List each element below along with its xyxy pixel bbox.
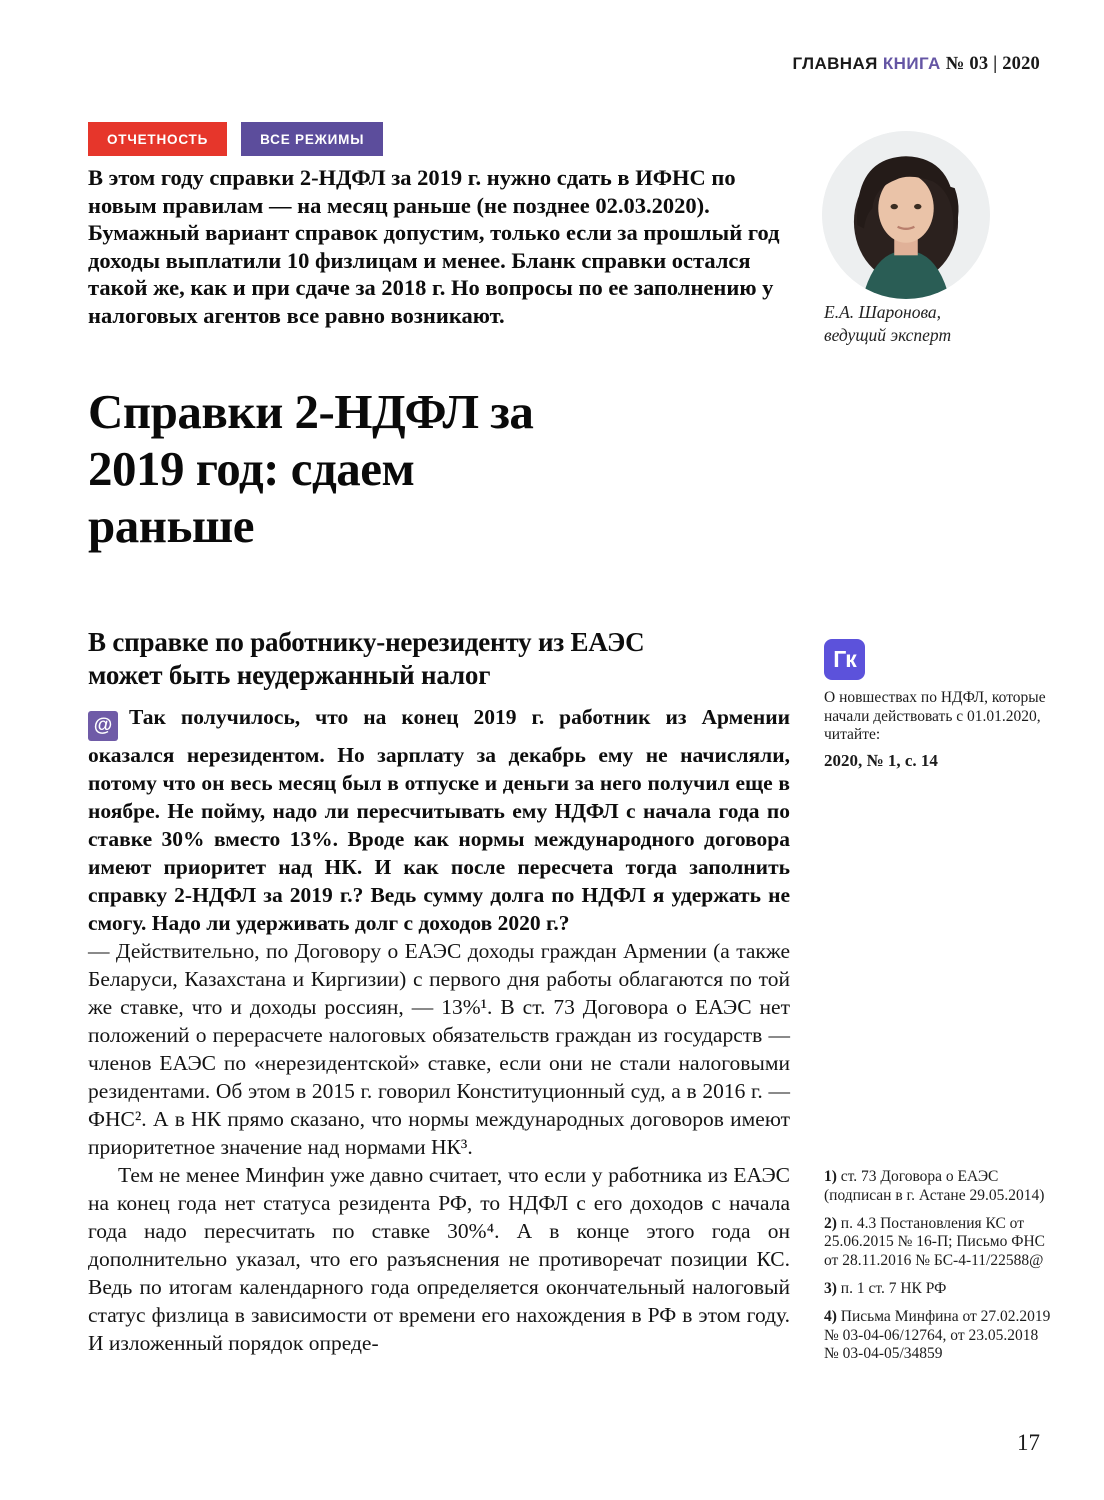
glavnaya-kniga-logo-icon: Гк (824, 639, 865, 680)
answer-paragraph: Тем не менее Минфин уже давно считает, что если у работника из ЕАЭС на конец года нет статуса резидента РФ, то НДФЛ с его доходов с начала года надо пересчитать по ставке 30%⁴. А в конце этого года он дополнительно указал, что его разъяснения не противоречат позиции КС. Ведь по итогам календарного года определяется окончательный налоговый статус физлица в зависимости от времени его нахождения в РФ в этом году. И изложенный порядок опреде- (88, 1162, 790, 1355)
article-title: Справки 2-НДФЛ за 2019 год: сдаем раньше (88, 384, 534, 553)
author-role: ведущий эксперт (824, 324, 952, 345)
author-name: Е.А. Шаронова, (824, 302, 942, 322)
article-body (88, 703, 790, 1357)
sidebar-note-reference: 2020, № 1, с. 14 (824, 750, 938, 770)
brand-name-part2: КНИГА (882, 54, 941, 73)
section-heading: В справке по работнику-нерезиденту из ЕАЭС может быть неудержанный налог (88, 627, 645, 690)
footnote-4 (824, 1308, 1052, 1364)
footnote-text: ст. 73 Договора о ЕАЭС (подписан в г. Астане 29.05.2014) (824, 1168, 1045, 1204)
tag-vse-rezhimy: ВСЕ РЕЖИМЫ (241, 122, 383, 156)
tag-otchetnost: ОТЧЕТНОСТЬ (88, 122, 227, 156)
issue-number: № 03 | 2020 (945, 54, 1040, 74)
magazine-header (793, 54, 1041, 75)
footnote-text: п. 4.3 Постановления КС от 25.06.2015 № 16-П; Письмо ФНС от 28.11.2016 № БС-4-11/22588@ (824, 1214, 1045, 1270)
sidebar-cross-reference (824, 689, 1046, 770)
author-photo (822, 131, 990, 299)
footnote-marker: 2) (824, 1214, 837, 1232)
footnote-3 (824, 1280, 1052, 1299)
page-number: 17 (1017, 1430, 1040, 1455)
footnote-marker: 1) (824, 1168, 837, 1185)
brand-name-part1: ГЛАВНАЯ (792, 54, 878, 73)
author-caption (824, 301, 1034, 346)
footnote-marker: 4) (824, 1307, 837, 1325)
reader-question (88, 703, 790, 937)
sidebar-note-text: О новшествах по НДФЛ, которые начали действовать с 01.01.2020, читайте: (824, 689, 1046, 743)
footnote-2 (824, 1215, 1052, 1271)
lead-paragraph: В этом году справки 2-НДФЛ за 2019 г. нужно сдать в ИФНС по новым правилам — на месяц раньше (не позднее 02.03.2020). Бумажный вариант справок допустим, только если за прошлый год доходы выплатили 10 физлицам и менее. Бланк справки остался такой же, как и при сдаче за 2018 г. Но вопросы по ее заполнению у налоговых агентов все равно возникают. (88, 165, 780, 328)
footnotes (824, 1168, 1052, 1373)
footnote-marker: 3) (824, 1279, 837, 1297)
answer-paragraph: — Действительно, по Договору о ЕАЭС доходы граждан Армении (а также Беларуси, Казахстана и Киргизии) с первого дня работы облагаются по той же ставке, что и доходы россиян, — 13%¹. В ст. 73 Договора о ЕАЭС нет положений о перерасчете налоговых обязательств граждан из государств — членов ЕАЭС по «нерезидентской» ставке, если они не стали налоговыми резидентами. Об этом в 2015 г. говорил Конституционный суд, а в 2016 г. — ФНС². А в НК прямо сказано, что нормы международных договоров имеют приоритетное значение над нормами НК³. (88, 938, 790, 1159)
reader-question-text: Так получилось, что на конец 2019 г. работник из Армении оказался нерезидентом. Но зарплату за декабрь ему не начисляли, потому что он весь месяц был в отпуске и деньги за него получил еще в ноябре. Не пойму, надо ли пересчитывать ему НДФЛ с начала года по ставке 30% вместо 13%. Вроде как нормы международного договора имеют приоритет над НК. И как после пересчета тогда заполнить справку 2-НДФЛ за 2019 г.? Ведь сумму долга по НДФЛ я удержать не смогу. Надо ли удерживать долг с доходов 2020 г.? (88, 705, 790, 935)
author-photo-illustration (822, 131, 990, 299)
footnote-text: Письма Минфина от 27.02.2019 № 03-04-06/12764, от 23.05.2018 № 03-04-05/34859 (824, 1307, 1051, 1363)
category-tags (88, 122, 383, 156)
reader-question-icon: @ (88, 711, 118, 741)
footnote-1 (824, 1168, 1052, 1206)
footnote-text: п. 1 ст. 7 НК РФ (840, 1279, 947, 1297)
